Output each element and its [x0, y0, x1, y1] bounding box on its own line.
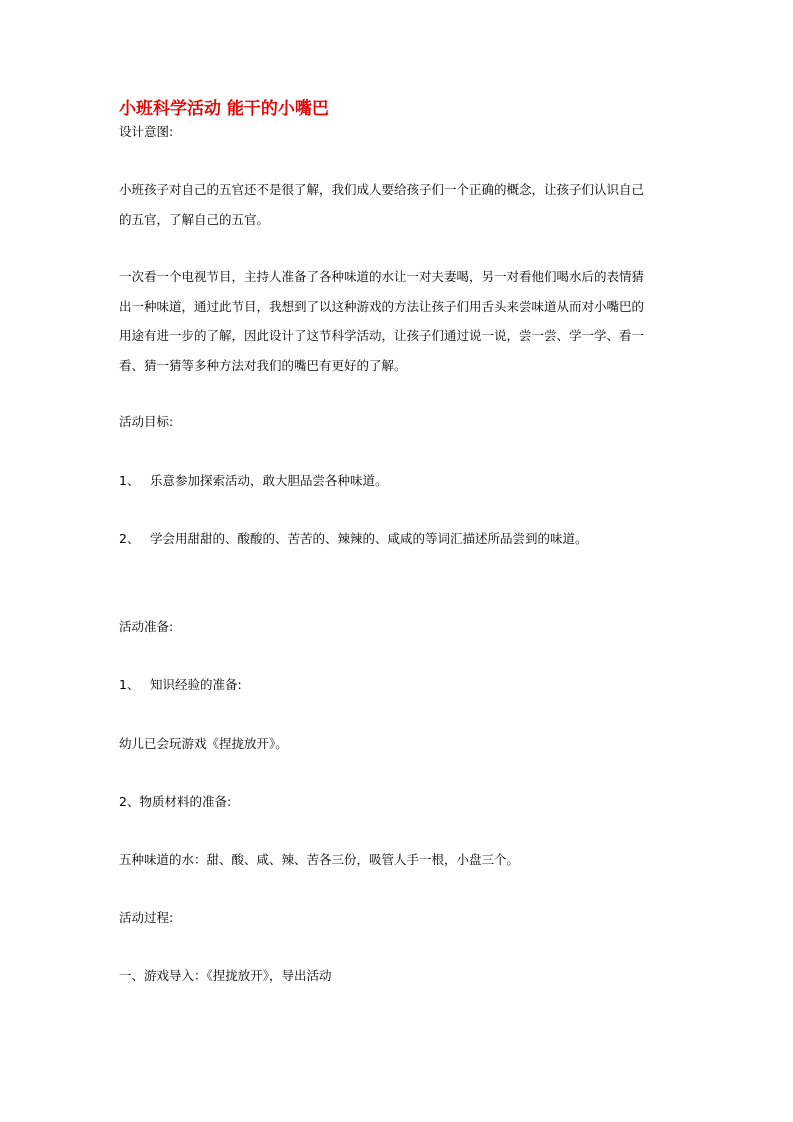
goal-number: 2、: [119, 531, 140, 546]
goal-item-1: [119, 473, 388, 489]
design-intent-heading: 设计意图:: [119, 124, 174, 139]
design-intent-paragraph-1: [119, 175, 679, 234]
preparation-item-2-detail: 五种味道的水：甜、酸、咸、辣、苦各三份，吸管人手一根，小盘三个。: [119, 852, 520, 867]
preparation-item-1-detail: 幼儿已会玩游戏《捏拢放开》。: [119, 736, 288, 751]
paragraph-line: 出一种味道，通过此节目，我想到了以这种游戏的方法让孩子们用舌头来尝味道从而对小嘴巴的: [119, 298, 645, 314]
preparation-heading: 活动准备:: [119, 619, 174, 634]
design-intent-paragraph-2: [119, 262, 679, 380]
process-step-1: 一、游戏导入：《捏拢放开》，导出活动: [119, 968, 332, 983]
preparation-number: 1、: [119, 677, 140, 692]
paragraph-line: 一次看一个电视节目，主持人准备了各种味道的水让一对夫妻喝，另一对看他们喝水后的表情猜: [119, 269, 645, 284]
process-heading: 活动过程:: [119, 910, 174, 925]
paragraph-line: 小班孩子对自己的五官还不是很了解，我们成人要给孩子们一个正确的概念，让孩子们认识自己: [119, 182, 645, 197]
paragraph-line: 用途有进一步的了解，因此设计了这节科学活动，让孩子们通过说一说，尝一尝、学一学、看一: [119, 328, 645, 343]
document-title: 小班科学活动 能干的小嘴巴: [119, 99, 329, 119]
goal-text: 乐意参加探索活动，敢大胆品尝各种味道。: [150, 473, 388, 488]
paragraph-line: 的五官，了解自己的五官。: [119, 211, 270, 227]
paragraph-line: 看、猜一猜等多种方法对我们的嘴巴有更好的了解。: [119, 357, 407, 373]
goal-item-2: [119, 531, 588, 547]
preparation-text: 知识经验的准备:: [150, 677, 242, 692]
goal-text: 学会用甜甜的、酸酸的、苦苦的、辣辣的、咸咸的等词汇描述所品尝到的味道。: [150, 531, 588, 546]
preparation-item-2: 2、物质材料的准备:: [119, 794, 232, 809]
preparation-item-1: [119, 677, 242, 693]
goals-heading: 活动目标:: [119, 414, 174, 429]
goal-number: 1、: [119, 473, 140, 488]
